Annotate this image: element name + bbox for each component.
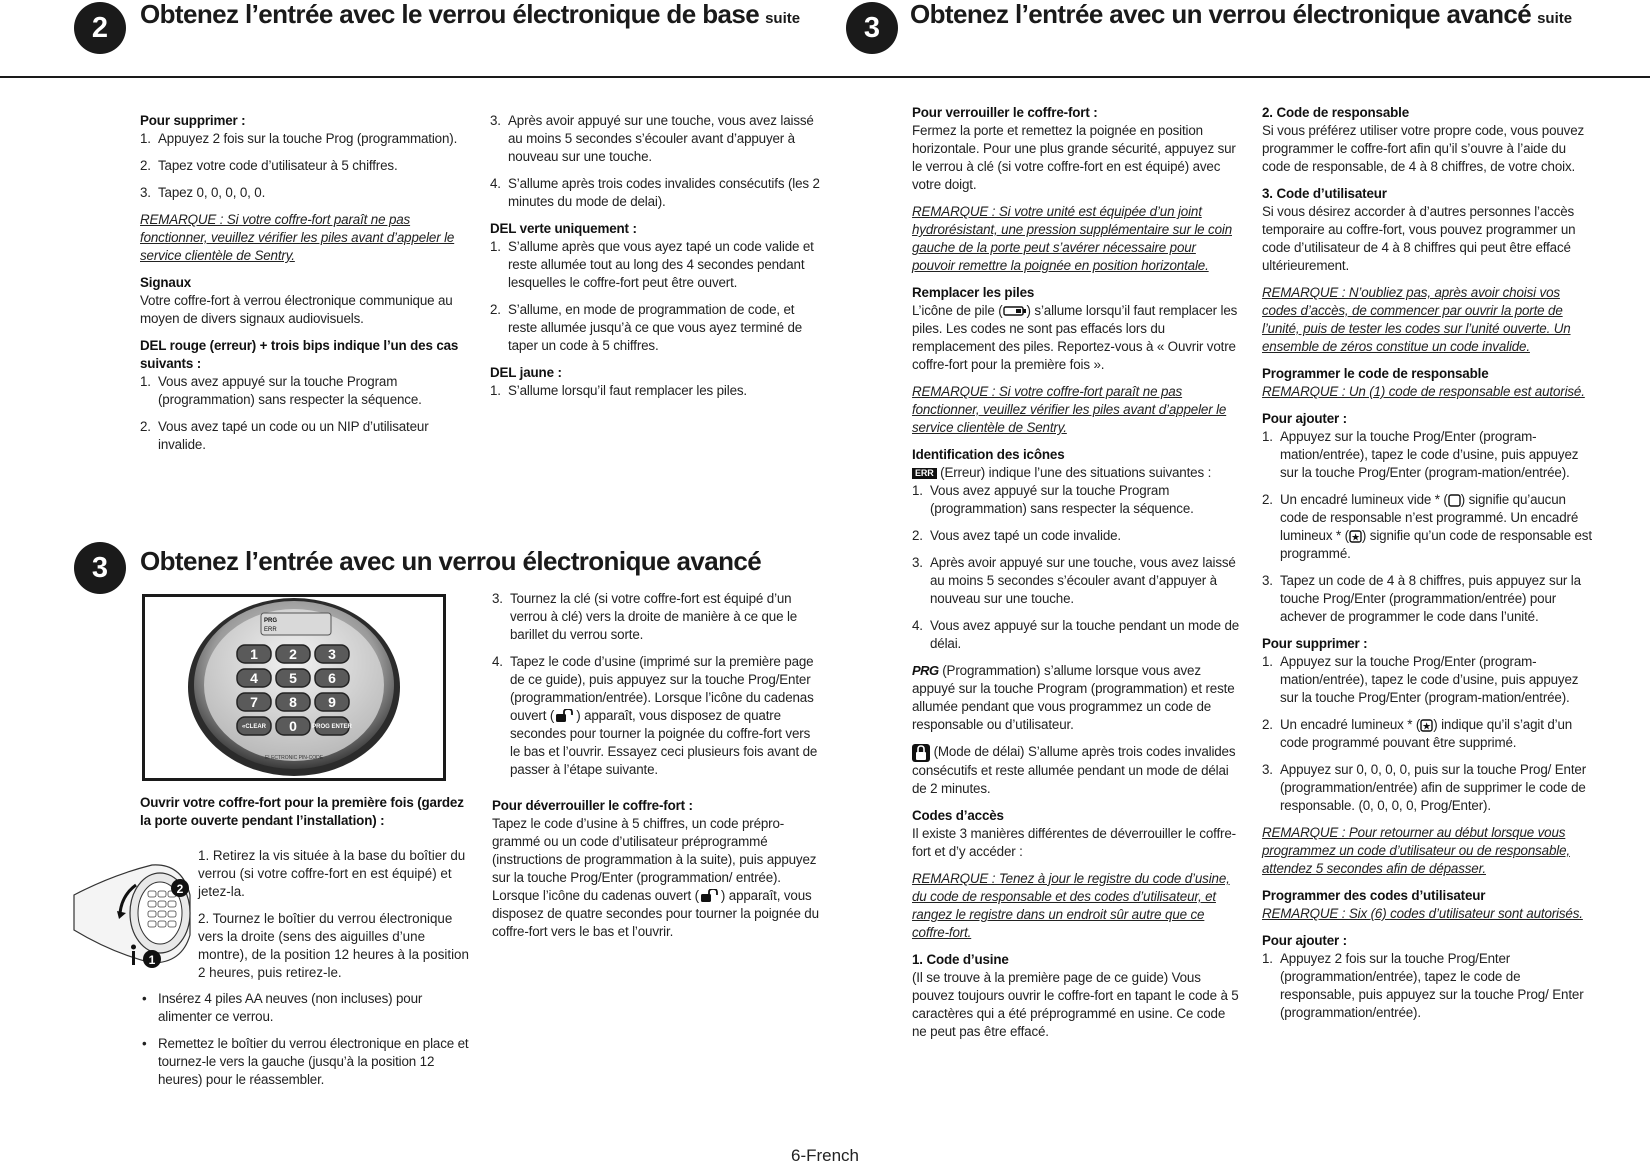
- svg-text:★: ★: [1350, 532, 1360, 543]
- keypad-brand: ELECTRONIC PIN-CODE: [264, 755, 324, 761]
- keypad-key-label: 8: [289, 694, 297, 710]
- suite-label: suite: [1537, 10, 1573, 27]
- note: REMARQUE : Si votre coffre-fort paraît ne pas fonctionner, veuillez vérifier les piles avant d’appeler le service clientèle de Sentry.: [912, 384, 1227, 435]
- list-item: 2. Un encadré lumineux vide * ( ) signifie qu’aucun code de responsable n’est programmé. Un encadré lumineux * ( ★ ) signifie qu’un code de responsable est programmé.: [1262, 492, 1592, 561]
- filled-box-icon: [1349, 530, 1362, 543]
- heading: Pour supprimer :: [1262, 636, 1368, 651]
- section-title-left: Obtenez l’entrée avec le verrou électronique de base suite: [140, 0, 801, 29]
- heading: 2. Code de responsable: [1262, 105, 1410, 120]
- suite-label: suite: [765, 10, 801, 27]
- column-1: [140, 112, 470, 463]
- svg-text:2: 2: [176, 882, 184, 896]
- heading: Codes d’accès: [912, 807, 1004, 823]
- list-item: 3. Tapez un code de 4 à 8 chiffres, puis appuyez sur la touche Prog/Enter (programmation/entrée) pour achever de programmer le code dans l’unité.: [1262, 573, 1581, 624]
- open-padlock-icon: [699, 889, 721, 903]
- heading: Pour ajouter :: [1262, 411, 1347, 426]
- heading: Programmer le code de responsable: [1262, 366, 1489, 381]
- list: [1262, 428, 1592, 626]
- paragraph: (Mode de délai) S’allume après trois codes invalides consécutifs et reste allumée pendant un mode de délai de 2 minutes.: [912, 744, 1236, 796]
- page-number: 6-French: [790, 1146, 860, 1165]
- keypad-key-label: 1: [250, 646, 258, 662]
- section-number-badge: 3: [846, 2, 898, 54]
- list-item: 3. Tapez 0, 0, 0, 0, 0.: [140, 185, 266, 200]
- heading: 1. Code d’usine: [912, 951, 1009, 967]
- list: [912, 482, 1242, 653]
- note: REMARQUE : N’oubliez pas, après avoir choisi vos codes d’accès, de commencer par ouvrir la porte de l’unité, puis de tester les codes sur l’unité ouverte. Un ensemble de zéros constitue un code invalide.: [1262, 285, 1571, 354]
- paragraph: Votre coffre-fort à verrou électronique communique au moyen de divers signaux audiovisuels.: [140, 293, 453, 326]
- keypad-key-label: 4: [250, 670, 258, 686]
- note: REMARQUE : Pour retourner au début lorsque vous programmez un code d’utilisateur ou de responsable, attendez 5 secondes afin de dépasser.: [1262, 825, 1570, 876]
- list-item: • Remettez le boîtier du verrou électronique en place et tournez-le vers la gauche (jusqu’à la position 12 heures) pour le réassembler.: [142, 1036, 469, 1087]
- heading: DEL verte uniquement :: [490, 221, 637, 236]
- paragraph: Si vous désirez accorder à d’autres personnes l’accès temporaire au coffre-fort, vous pouvez programmer un code d’utilisateur de 4 à 8 chiffres qui peut être effacé ultérieurement.: [1262, 204, 1576, 273]
- note: REMARQUE : Si votre unité est équipée d’un joint hydrorésistant, une pression supplémentaire sur le coin gauche de la porte peut s’avérer nécessaire pour pouvoir remettre la poignée en position horizontale.: [912, 204, 1232, 273]
- filled-box-icon: [1420, 719, 1433, 732]
- note: REMARQUE : Si votre coffre-fort paraît ne pas fonctionner, veuillez vérifier les piles avant d’appeler le service clientèle de Sentry.: [140, 212, 455, 263]
- keypad-key-label: 9: [328, 694, 336, 710]
- list: [140, 130, 470, 202]
- paragraph: ERR (Erreur) indique l’une des situations suivantes :: [912, 464, 1242, 482]
- heading: Ouvrir votre coffre-fort pour la première fois (gardez la porte ouverte pendant l’installation) :: [140, 795, 464, 828]
- list-item: 2. Tapez votre code d’utilisateur à 5 chiffres.: [140, 158, 398, 173]
- list: [490, 112, 820, 211]
- paragraph: Si vous préférez utiliser votre propre code, vous pouvez programmer le coffre-fort afin qu’il s’ouvre à l’aide du code de responsable, de 4 à 8 chiffres, de votre choix.: [1262, 123, 1585, 174]
- list-item: 3. Après avoir appuyé sur une touche, vous avez laissé au moins 5 secondes s’écouler avant d’appuyer à nouveau sur une touche.: [912, 555, 1236, 606]
- note: REMARQUE : Six (6) codes d’utilisateur sont autorisés.: [1262, 906, 1583, 921]
- list-item: 1. Appuyez sur la touche Prog/Enter (program-mation/entrée), tapez le code d’usine, puis appuyez sur la touche Prog/Enter (program-mation/entrée).: [1262, 654, 1579, 705]
- heading: Pour verrouiller le coffre-fort :: [912, 105, 1098, 120]
- locked-padlock-icon: [912, 744, 930, 762]
- heading: DEL rouge (erreur) + trois bips indique l’un des cas suivants :: [140, 338, 459, 371]
- list-item: • Insérez 4 piles AA neuves (non incluses) pour alimenter ce verrou.: [142, 991, 423, 1024]
- paragraph: PRG (Programmation) s’allume lorsque vous avez appuyé sur la touche Program (programmation) et reste allumée pendant que vous programmez un code de responsable ou d’utilisateur.: [912, 663, 1235, 733]
- keypad-key-label: PROG ENTER: [312, 724, 352, 730]
- heading: Remplacer les piles: [912, 285, 1035, 300]
- column-5: [912, 104, 1242, 1050]
- column-6: [1262, 104, 1592, 1031]
- column-3-bullets: [140, 990, 470, 1098]
- list: [140, 373, 470, 454]
- keypad-key-label: 3: [328, 646, 336, 662]
- list-item: 1. Vous avez appuyé sur la touche Program (programmation) sans respecter la séquence.: [140, 374, 422, 407]
- list-item: 4. Vous avez appuyé sur la touche pendant un mode de délai.: [912, 618, 1240, 651]
- keypad-key-label: 2: [289, 646, 297, 662]
- bullet-list: [140, 990, 470, 1089]
- open-padlock-icon: [554, 709, 576, 723]
- paragraph: 2. Tournez le boîtier du verrou électronique vers la droite (sens des aiguilles d’une montre), de la position 12 heures à la position 2 heures, puis retirez-le.: [198, 911, 469, 980]
- paragraph: Fermez la porte et remettez la poignée en position horizontale. Pour une plus grande sécurité, appuyez sur le verrou à clé (si votre coffre-fort en est équipé) avec votre doigt.: [912, 123, 1236, 192]
- keypad-key-label: «CLEAR: [241, 724, 267, 730]
- battery-icon: [1003, 306, 1027, 316]
- keypad-photo: [142, 594, 446, 781]
- list-item: 2. Vous avez tapé un code invalide.: [912, 528, 1121, 543]
- note: REMARQUE : Tenez à jour le registre du code d’usine, du code de responsable et des codes d’utilisateur, et rangez le registre dans un endroit sûr autre que ce coffre-fort.: [912, 870, 1230, 940]
- list-item: 3. Après avoir appuyé sur une touche, vous avez laissé au moins 5 secondes s’écouler avant d’appuyer à nouveau sur une touche.: [490, 113, 814, 164]
- note: REMARQUE : Un (1) code de responsable est autorisé.: [1262, 384, 1585, 399]
- list: [490, 238, 820, 355]
- lock-removal-illustration: [72, 855, 198, 975]
- list: [490, 382, 820, 400]
- list-item: 1. S’allume après que vous ayez tapé un code valide et reste allumée tout au long des 4 secondes pendant lesquelles le coffre-fort peut être ouvert.: [490, 239, 814, 290]
- list-item: 4. Tapez le code d’usine (imprimé sur la première page de ce guide), puis appuyez sur la touche Prog/Enter (programmation/entrée). Lorsque l’icône du cadenas ouvert ( ) apparaît, vous disposez de quatre secondes pour tourner la poignée du coffre-fort vers le bas et l’ouvrir. Essayez ceci plusieurs fois avant de passer à l’étape suivante.: [492, 654, 818, 777]
- paragraph: 1. Retirez la vis située à la base du boîtier du verrou (si votre coffre-fort en est équipé) et jetez-la.: [198, 848, 466, 899]
- list-item: 1. Appuyez 2 fois sur la touche Prog/Enter (programmation/entrée), tapez le code de responsable, puis appuyez sur la touche Prog/ Enter (programmation/entrée).: [1262, 951, 1584, 1020]
- display-err-label: ERR: [264, 627, 277, 633]
- list-item: 2. Un encadré lumineux * ( ★ ) indique qu’il s’agit d’un code programmé pouvant être supprimé.: [1262, 717, 1573, 750]
- list: [1262, 950, 1592, 1022]
- column-3: [140, 794, 470, 830]
- section-number-badge: 2: [74, 2, 126, 54]
- section-title-right: Obtenez l’entrée avec un verrou électronique avancé suite: [910, 0, 1573, 29]
- keypad-key-label: 6: [328, 670, 336, 686]
- heading: DEL jaune :: [490, 365, 562, 380]
- list-item: 2. S’allume, en mode de programmation de code, et reste allumée jusqu’à ce que vous ayez terminé de taper un code à 5 chiffres.: [490, 302, 803, 353]
- list: [1262, 653, 1592, 815]
- section-number-badge: 3: [74, 542, 126, 594]
- list-item: 3. Appuyez sur 0, 0, 0, 0, puis sur la touche Prog/ Enter (programmation/entrée) afin de supprimer le code de responsable. (0, 0, 0, 0, Prog/Enter).: [1262, 762, 1587, 813]
- svg-text:★: ★: [1422, 721, 1432, 732]
- heading: Programmer des codes d’utilisateur: [1262, 888, 1486, 903]
- keypad-key-label: 0: [289, 718, 297, 734]
- list-item: 4. S’allume après trois codes invalides consécutifs (les 2 minutes du mode de delai).: [490, 176, 820, 209]
- heading: Pour ajouter :: [1262, 933, 1347, 948]
- list-item: 2. Vous avez tapé un code ou un NIP d’utilisateur invalide.: [140, 419, 429, 452]
- list: [492, 590, 822, 779]
- list-item: 1. Vous avez appuyé sur la touche Program (programmation) sans respecter la séquence.: [912, 483, 1194, 516]
- column-4: [492, 590, 822, 950]
- heading: Pour supprimer :: [140, 113, 246, 128]
- display-prg-label: PRG: [264, 618, 278, 624]
- heading: Signaux: [140, 275, 192, 290]
- empty-box-icon: [1448, 494, 1461, 507]
- heading: Pour déverrouiller le coffre-fort :: [492, 798, 693, 813]
- removal-steps: [198, 847, 470, 991]
- heading: Identification des icônes: [912, 447, 1065, 462]
- header-rule: [0, 76, 1650, 78]
- list-item: 1. Appuyez 2 fois sur la touche Prog (programmation).: [140, 131, 458, 146]
- heading: 3. Code d’utilisateur: [1262, 186, 1387, 201]
- paragraph: L’icône de pile ( ) s’allume lorsqu’il faut remplacer les piles. Les codes ne sont pas effacés lors du remplacement des piles. Reportez-vous à « Ouvrir votre coffre-fort pour la première fois ».: [912, 303, 1238, 372]
- svg-text:1: 1: [148, 953, 156, 967]
- keypad-illustration: [145, 597, 443, 778]
- list-item: 1. Appuyez sur la touche Prog/Enter (program-mation/entrée), tapez le code d’usine, puis appuyez sur la touche Prog/Enter (program-mation/entrée).: [1262, 429, 1579, 480]
- section-title: Obtenez l’entrée avec un verrou électronique avancé: [140, 546, 762, 576]
- err-icon: ERR: [912, 468, 937, 479]
- list-item: 3. Tournez la clé (si votre coffre-fort est équipé d’un verrou à clé) vers la droite de manière à ce que le barillet du verrou sorte.: [492, 591, 798, 642]
- paragraph: Il existe 3 manières différentes de déverrouiller le coffre-fort et d’y accéder :: [912, 825, 1236, 859]
- prg-icon: PRG: [912, 663, 939, 679]
- keypad-key-label: 5: [289, 670, 297, 686]
- paragraph: Tapez le code d’usine à 5 chiffres, un code prépro-grammé ou un code d’utilisateur préprogrammé (instructions de programmation à la suite), puis appuyez sur la touche Prog/Enter (programmation/ entrée). Lorsque l’icône du cadenas ouvert ( ) apparaît, vous disposez de quatre secondes pour tourner la poignée du coffre-fort vers le bas et l’ouvrir.: [492, 816, 819, 939]
- column-2: [490, 112, 820, 409]
- list-item: 1. S’allume lorsqu’il faut remplacer les piles.: [490, 383, 747, 398]
- keypad-key-label: 7: [250, 694, 258, 710]
- paragraph: (Il se trouve à la première page de ce guide) Vous pouvez toujours ouvrir le coffre-fort en tapant le code à 5 caractères qui a été préprogrammé en usine. Ce code ne peut pas être effacé.: [912, 969, 1239, 1039]
